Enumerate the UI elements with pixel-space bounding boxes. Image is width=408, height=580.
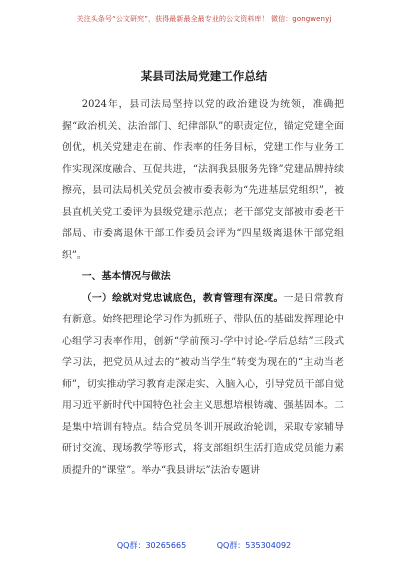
document-body: [62, 94, 344, 481]
document-title: 某县司法局党建工作总结: [140, 69, 268, 83]
section-heading: 一、基本情况与做法: [81, 271, 171, 282]
footer-contact: [0, 540, 408, 551]
subsection-heading: （一）绘就对党忠诚底色，教育管理有深度。: [81, 292, 284, 304]
subsection-text: 一是日常教育有新意。始终把理论学习作为抓班子、带队伍的基础发挥理论中心组学习表率作用，创新“学前预习-学中讨论-学后总结”三段式学习法，把党员从过去的“被动当学生”转变为现在的“主动当老师”，切实推动学习教育走深走实、入脑入心，引导党员干部自觉用习近平新时代中国特色社会主义思想培根铸魂、强基固本。二是集中培训有特点。结合党员冬训开展政治轮训，采取专家辅导研讨交流、现场教学等形式，将支部组织生活打造成党员能力素质提升的“课堂”。举办“我县讲坛”法治专题讲: [62, 292, 344, 476]
intro-paragraph: 2024年，县司法局坚持以党的政治建设为统领，准确把握“政治机关、法治部门、纪律部队”的职责定位，锚定党建全面创优，机关党建走在前、作表率的任务目标，党建工作与业务工作实现深度融合、互促共进，“法润我县服务先锋”党建品牌持续擦亮，县司法局机关党员会被市委表彰为“先进基层党组织”，被县直机关党工委评为县级党建示范点；老干部党支部被市委老干部局、市委离退休干部工作委员会评为“四星级离退休干部党组织”。: [62, 99, 344, 261]
header-promo-note: 关注头条号“公文研究”，获得最新最全最专业的公文资料库！ 微信：gongwenyj: [76, 15, 332, 23]
subsection-paragraph: [62, 288, 344, 482]
qq-group-1: QQ群：30265665: [116, 541, 187, 550]
qq-group-2: QQ群：535304092: [216, 541, 292, 550]
